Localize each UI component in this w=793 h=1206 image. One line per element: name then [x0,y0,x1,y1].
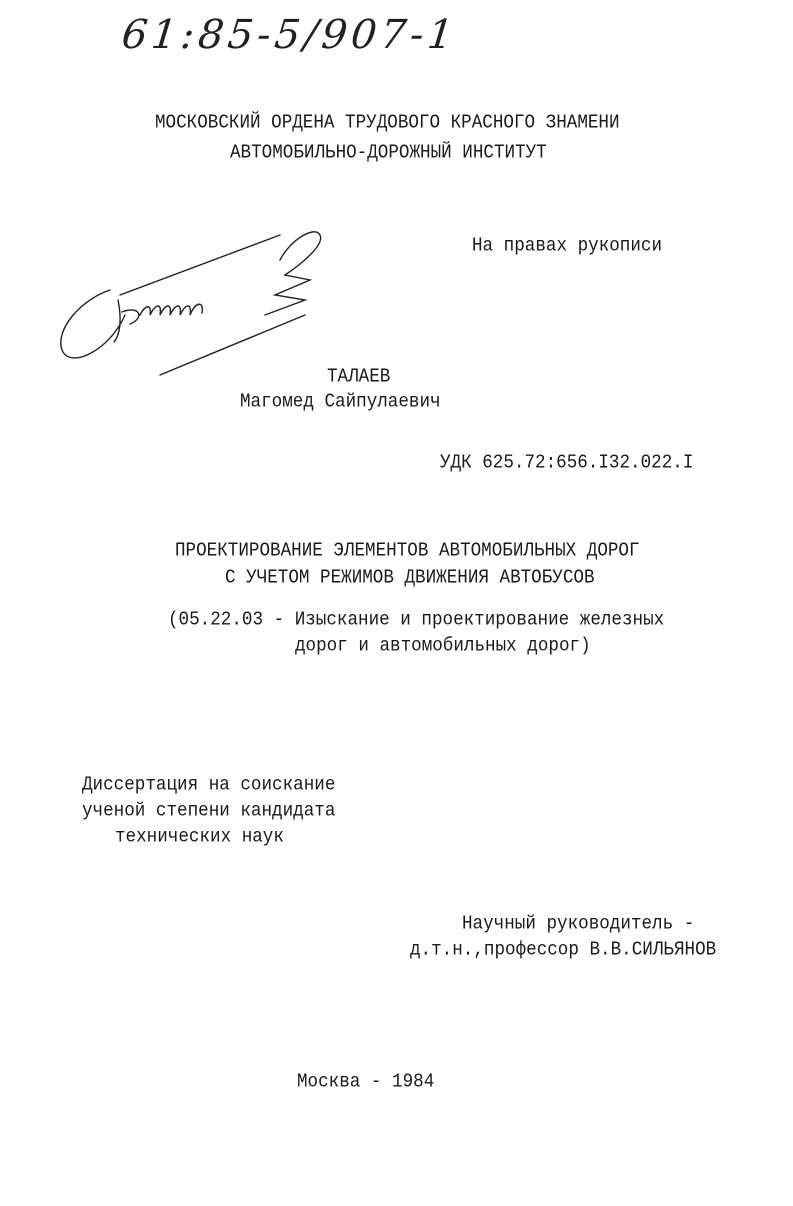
place-year: Москва - 1984 [297,1070,435,1094]
degree-line-2: ученой степени кандидата [82,799,336,823]
institution-line-1: МОСКОВСКИЙ ОРДЕНА ТРУДОВОГО КРАСНОГО ЗНАМЕНИ [155,111,620,135]
udc-code: УДК 625.72:656.I32.022.I [440,451,694,475]
rights-note: На правах рукописи [472,234,663,258]
signature [50,220,330,390]
specialty-line-1: (05.22.03 - Изыскание и проектирование железных [168,608,665,632]
supervisor-line-1: Научный руководитель - [462,912,695,936]
title-line-1: ПРОЕКТИРОВАНИЕ ЭЛЕМЕНТОВ АВТОМОБИЛЬНЫХ ДОРОГ [175,539,640,563]
degree-line-1: Диссертация на соискание [82,773,336,797]
handwritten-archive-number: 61:85-5/907-1 [119,12,460,58]
supervisor-line-2: д.т.н.,профессор В.В.СИЛЬЯНОВ [410,938,717,962]
institution-line-2: АВТОМОБИЛЬНО-ДОРОЖНЫЙ ИНСТИТУТ [230,141,547,165]
author-surname: ТАЛАЕВ [327,365,391,389]
author-name: Магомед Сайпулаевич [240,390,441,414]
degree-line-3: технических наук [115,825,284,849]
title-line-2: С УЧЕТОМ РЕЖИМОВ ДВИЖЕНИЯ АВТОБУСОВ [225,566,595,590]
specialty-line-2: дорог и автомобильных дорог) [295,634,591,658]
